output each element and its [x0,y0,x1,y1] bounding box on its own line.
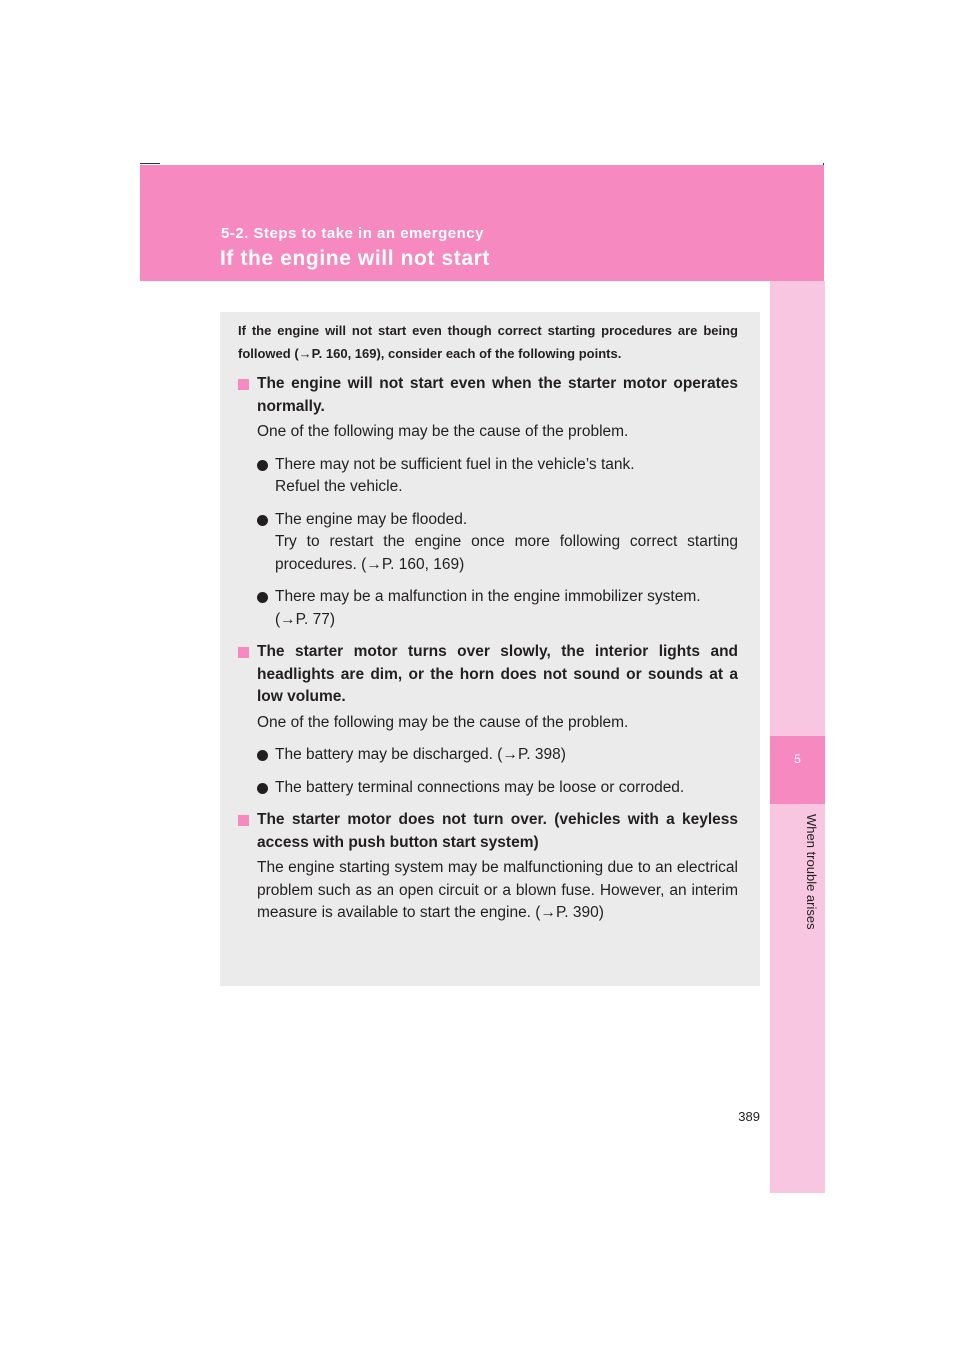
section-description: The engine starting system may be malfunctioning due to an electrical problem such as an open circuit or a blown fuse. However, an interim measure is available to start the engine. (→P. 390) [257,859,738,921]
section-heading [238,373,738,418]
bullet-text: There may be a malfunction in the engine immobilizer system. [275,588,701,605]
page-number: 389 [738,1109,760,1124]
bullet-icon [257,592,268,603]
bullet-text: The engine may be flooded. [275,510,468,528]
section-heading-text: The starter motor turns over slowly, the interior lights and headlights are dim, or the horn does not sound or sounds at a low volume. [257,643,738,705]
square-bullet-icon [238,379,249,390]
bullet-text: There may not be sufficient fuel in the vehicle’s tank. [275,455,635,473]
chapter-tab [770,736,825,804]
content-panel [220,312,760,986]
list-item [238,777,738,800]
page-header [140,165,824,281]
bullet-icon [257,460,268,471]
chapter-label: When trouble arises [804,814,819,930]
crop-mark [140,163,160,164]
square-bullet-icon [238,647,249,658]
bullet-text: The battery terminal connections may be loose or corroded. [275,778,685,796]
section-heading-text: The engine will not start even when the starter motor operates normally. [257,375,738,415]
bullet-text: The battery may be discharged. (→P. 398) [275,746,566,763]
section-description: One of the following may be the cause of the problem. [257,423,629,440]
chapter-sidebar [770,281,825,1193]
page-title: If the engine will not start [220,247,490,270]
section-heading-text: The starter motor does not turn over. (vehicles with a keyless access with push button start system) [257,811,738,851]
square-bullet-icon [238,815,249,826]
bullet-detail: Try to restart the engine once more following correct starting procedures. (→P. 160, 169) [275,533,738,573]
content-body [238,320,738,925]
list-item [238,454,738,499]
list-item [238,586,738,631]
section-heading [238,641,738,709]
bullet-icon [257,783,268,794]
bullet-detail: (→P. 77) [275,610,336,628]
section-label: 5-2. Steps to take in an emergency [221,225,484,242]
list-item [238,744,738,767]
chapter-number: 5 [794,752,801,766]
list-item [238,509,738,577]
section-heading [238,809,738,854]
section-description: One of the following may be the cause of the problem. [257,713,629,731]
bullet-icon [257,750,268,761]
bullet-detail: Refuel the vehicle. [275,478,403,495]
intro-text: If the engine will not start even though correct starting procedures are being followed (→P. 160, 169), consider each of the following points. [238,323,738,361]
bullet-icon [257,515,268,526]
